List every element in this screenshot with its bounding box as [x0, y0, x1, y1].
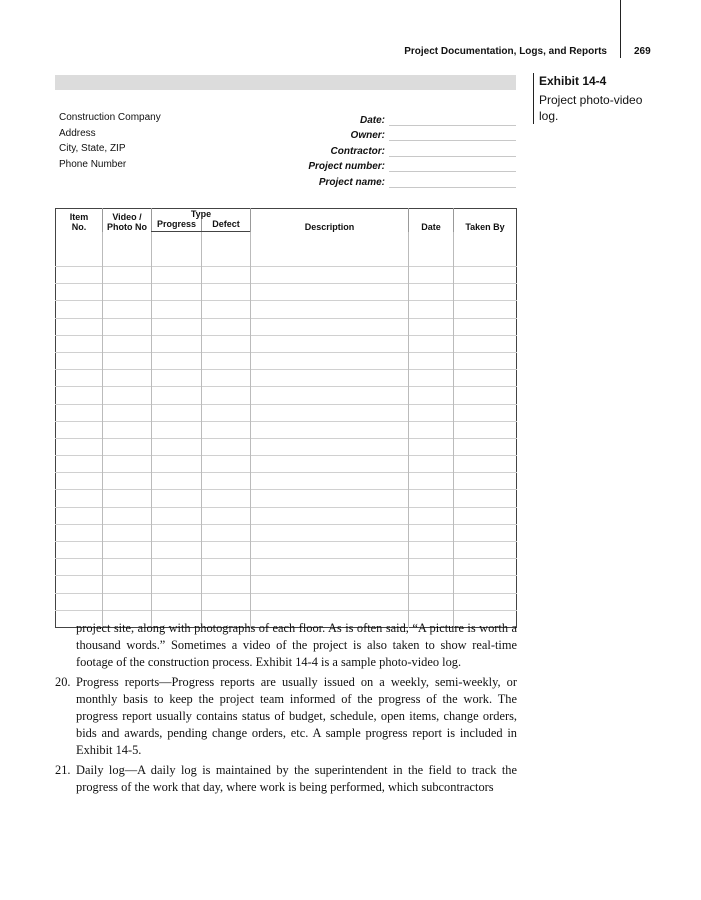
table-row	[56, 370, 517, 387]
table-row	[56, 404, 517, 421]
table-cell[interactable]	[152, 421, 202, 438]
type-header: Type	[152, 209, 251, 220]
table-cell[interactable]	[56, 370, 103, 387]
table-row	[56, 456, 517, 473]
table-cell[interactable]	[454, 542, 517, 559]
table-cell[interactable]	[103, 232, 152, 267]
table-cell[interactable]	[202, 559, 251, 576]
item-no-header: Item No.	[69, 211, 89, 232]
table-cell[interactable]	[56, 352, 103, 369]
owner-label: Owner:	[350, 130, 385, 141]
table-cell[interactable]	[56, 456, 103, 473]
table-cell[interactable]	[251, 456, 409, 473]
table-cell[interactable]	[152, 490, 202, 507]
table-cell[interactable]	[56, 267, 103, 284]
table-cell[interactable]	[152, 284, 202, 301]
table-cell[interactable]	[152, 352, 202, 369]
taken-by-header: Taken By	[454, 209, 517, 232]
date-label: Date:	[359, 114, 385, 126]
table-cell[interactable]	[409, 524, 454, 541]
defect-header: Defect	[202, 219, 251, 232]
company-name: Construction Company	[59, 112, 161, 123]
table-cell[interactable]	[103, 387, 152, 404]
company-phone: Phone Number	[59, 158, 127, 170]
table-cell[interactable]	[409, 456, 454, 473]
description-header: Description	[251, 209, 409, 232]
continuation-paragraph: project site, along with photographs of each floor. As is often said, “A picture is worth a thousand words.” Sometimes a video of the project is also taken to show real-time footage of the construction process. Exhibit 14-4 is a sample photo-video log.	[76, 621, 517, 670]
table-cell[interactable]	[202, 267, 251, 284]
company-city-state-zip: City, State, ZIP	[59, 143, 126, 154]
list-item	[55, 674, 517, 760]
table-cell[interactable]	[56, 559, 103, 576]
table-cell[interactable]	[56, 473, 103, 490]
table-row	[56, 507, 517, 524]
table-cell[interactable]	[202, 524, 251, 541]
table-cell[interactable]	[103, 352, 152, 369]
table-cell[interactable]	[103, 404, 152, 421]
table-cell[interactable]	[103, 301, 152, 318]
table-cell[interactable]	[251, 559, 409, 576]
table-row	[56, 576, 517, 593]
table-cell[interactable]	[103, 335, 152, 352]
table-cell[interactable]	[202, 473, 251, 490]
table-cell[interactable]	[152, 232, 202, 267]
table-cell[interactable]	[56, 524, 103, 541]
table-cell[interactable]	[251, 267, 409, 284]
table-row	[56, 284, 517, 301]
table-cell[interactable]	[454, 421, 517, 438]
table-row	[56, 473, 517, 490]
table-cell[interactable]	[202, 438, 251, 455]
table-cell[interactable]	[152, 542, 202, 559]
table-cell[interactable]	[409, 387, 454, 404]
table-cell[interactable]	[454, 370, 517, 387]
table-cell[interactable]	[152, 267, 202, 284]
table-cell[interactable]	[202, 542, 251, 559]
table-cell[interactable]	[103, 542, 152, 559]
table-cell[interactable]	[251, 593, 409, 610]
contractor-field[interactable]	[389, 144, 516, 157]
contractor-field-row	[280, 141, 516, 157]
table-cell[interactable]	[251, 232, 409, 267]
table-row	[56, 490, 517, 507]
table-cell[interactable]	[103, 370, 152, 387]
table-row	[56, 524, 517, 541]
table-cell[interactable]	[152, 593, 202, 610]
table-cell[interactable]	[251, 404, 409, 421]
project-name-label: Project name:	[318, 176, 385, 188]
table-row	[56, 232, 517, 267]
table-cell[interactable]	[56, 576, 103, 593]
table-cell[interactable]	[409, 473, 454, 490]
table-cell[interactable]	[56, 318, 103, 335]
date-header: Date	[409, 209, 454, 232]
table-cell[interactable]	[56, 507, 103, 524]
owner-field[interactable]	[389, 128, 516, 141]
table-cell[interactable]	[251, 301, 409, 318]
table-cell[interactable]	[454, 456, 517, 473]
table-cell[interactable]	[409, 232, 454, 267]
table-cell[interactable]	[202, 490, 251, 507]
table-cell[interactable]	[202, 421, 251, 438]
table-cell[interactable]	[56, 284, 103, 301]
table-cell[interactable]	[251, 387, 409, 404]
list-item-text: Daily log—A daily log is maintained by the superintendent in the field to track the progress of the work that day, where work is being performed, which subcontractors	[76, 762, 517, 794]
table-cell[interactable]	[56, 404, 103, 421]
table-cell[interactable]	[454, 404, 517, 421]
project-name-field-row	[280, 172, 516, 188]
table-cell[interactable]	[202, 576, 251, 593]
project-number-field-row	[280, 157, 516, 173]
table-cell[interactable]	[202, 507, 251, 524]
table-cell[interactable]	[152, 301, 202, 318]
table-cell[interactable]	[152, 524, 202, 541]
table-cell[interactable]	[409, 284, 454, 301]
table-cell[interactable]	[409, 542, 454, 559]
table-cell[interactable]	[56, 421, 103, 438]
table-cell[interactable]	[251, 318, 409, 335]
contractor-label: Contractor:	[330, 145, 385, 157]
table-cell[interactable]	[454, 232, 517, 267]
table-row	[56, 593, 517, 610]
table-row	[56, 542, 517, 559]
table-cell[interactable]	[202, 232, 251, 267]
table-cell[interactable]	[454, 559, 517, 576]
project-number-label: Project number:	[308, 161, 385, 172]
table-row	[56, 421, 517, 438]
exhibit-description: Project photo-video log.	[539, 93, 643, 123]
table-cell[interactable]	[202, 284, 251, 301]
list-item-number: 21.	[55, 762, 71, 777]
form-fields	[280, 110, 516, 188]
table-cell[interactable]	[454, 284, 517, 301]
table-cell[interactable]	[56, 335, 103, 352]
table-cell[interactable]	[251, 284, 409, 301]
date-field-row	[280, 110, 516, 126]
table-cell[interactable]	[251, 507, 409, 524]
table-cell[interactable]	[202, 370, 251, 387]
table-cell[interactable]	[103, 284, 152, 301]
owner-field-row	[280, 126, 516, 142]
table-cell[interactable]	[103, 456, 152, 473]
table-header-row	[56, 209, 517, 220]
list-item-text: Progress reports—Progress reports are usually issued on a weekly, semi-weekly, or monthly basis to keep the project team informed of the progress of the work. The progress report usually contains status of budget, schedule, open items, change orders, bids and awards, pending change orders, etc. A sample progress report is included in Exhibit 14-5.	[76, 674, 517, 758]
table-row	[56, 267, 517, 284]
form-title-bar	[55, 75, 516, 90]
table-row	[56, 438, 517, 455]
table-cell[interactable]	[409, 318, 454, 335]
table-cell[interactable]	[56, 232, 103, 267]
table-cell[interactable]	[409, 370, 454, 387]
project-name-field[interactable]	[389, 175, 516, 188]
running-header-title: Project Documentation, Logs, and Reports	[404, 46, 607, 57]
table-cell[interactable]	[251, 576, 409, 593]
table-cell[interactable]	[152, 387, 202, 404]
table-cell[interactable]	[454, 507, 517, 524]
table-cell[interactable]	[454, 267, 517, 284]
table-cell[interactable]	[409, 267, 454, 284]
table-cell[interactable]	[202, 318, 251, 335]
table-cell[interactable]	[454, 318, 517, 335]
table-cell[interactable]	[409, 593, 454, 610]
table-cell[interactable]	[103, 593, 152, 610]
table-cell[interactable]	[454, 335, 517, 352]
company-info-block	[59, 110, 161, 172]
table-cell[interactable]	[152, 438, 202, 455]
table-cell[interactable]	[56, 438, 103, 455]
table-cell[interactable]	[251, 370, 409, 387]
date-field[interactable]	[389, 113, 516, 126]
table-cell[interactable]	[202, 593, 251, 610]
table-cell[interactable]	[454, 301, 517, 318]
table-cell[interactable]	[103, 524, 152, 541]
table-cell[interactable]	[103, 490, 152, 507]
table-cell[interactable]	[454, 524, 517, 541]
table-cell[interactable]	[454, 352, 517, 369]
table-cell[interactable]	[103, 318, 152, 335]
table-cell[interactable]	[251, 421, 409, 438]
table-cell[interactable]	[56, 301, 103, 318]
table-cell[interactable]	[409, 421, 454, 438]
table-cell[interactable]	[152, 507, 202, 524]
log-table-body	[56, 232, 517, 628]
table-cell[interactable]	[409, 404, 454, 421]
table-cell[interactable]	[103, 473, 152, 490]
table-cell[interactable]	[409, 335, 454, 352]
table-cell[interactable]	[409, 559, 454, 576]
list-item	[55, 762, 517, 796]
table-cell[interactable]	[202, 404, 251, 421]
table-row	[56, 301, 517, 318]
table-cell[interactable]	[251, 352, 409, 369]
table-cell[interactable]	[409, 301, 454, 318]
table-cell[interactable]	[56, 490, 103, 507]
table-cell[interactable]	[202, 387, 251, 404]
table-row	[56, 559, 517, 576]
table-cell[interactable]	[152, 473, 202, 490]
page-number: 269	[634, 46, 651, 57]
progress-header: Progress	[152, 219, 202, 232]
table-cell[interactable]	[251, 490, 409, 507]
table-cell[interactable]	[454, 387, 517, 404]
table-cell[interactable]	[103, 267, 152, 284]
table-cell[interactable]	[251, 335, 409, 352]
table-row	[56, 352, 517, 369]
table-cell[interactable]	[202, 301, 251, 318]
table-cell[interactable]	[251, 473, 409, 490]
list-item-number: 20.	[55, 674, 71, 689]
table-cell[interactable]	[251, 542, 409, 559]
table-cell[interactable]	[56, 593, 103, 610]
table-cell[interactable]	[152, 370, 202, 387]
body-text	[55, 620, 517, 796]
table-cell[interactable]	[202, 456, 251, 473]
table-cell[interactable]	[152, 318, 202, 335]
table-cell[interactable]	[454, 438, 517, 455]
company-address: Address	[59, 127, 96, 139]
table-cell[interactable]	[454, 576, 517, 593]
table-cell[interactable]	[56, 387, 103, 404]
table-cell[interactable]	[202, 352, 251, 369]
table-row	[56, 387, 517, 404]
table-cell[interactable]	[454, 490, 517, 507]
header-divider	[620, 0, 621, 58]
table-cell[interactable]	[251, 524, 409, 541]
table-cell[interactable]	[152, 404, 202, 421]
table-row	[56, 335, 517, 352]
table-cell[interactable]	[409, 576, 454, 593]
table-cell[interactable]	[103, 576, 152, 593]
table-cell[interactable]	[454, 593, 517, 610]
exhibit-caption	[533, 73, 649, 124]
table-cell[interactable]	[103, 438, 152, 455]
table-cell[interactable]	[454, 473, 517, 490]
table-cell[interactable]	[152, 456, 202, 473]
table-cell[interactable]	[152, 559, 202, 576]
table-cell[interactable]	[103, 421, 152, 438]
project-number-field[interactable]	[389, 159, 516, 172]
table-cell[interactable]	[409, 507, 454, 524]
table-cell[interactable]	[103, 559, 152, 576]
table-cell[interactable]	[202, 335, 251, 352]
table-cell[interactable]	[251, 438, 409, 455]
table-row	[56, 318, 517, 335]
table-cell[interactable]	[409, 490, 454, 507]
table-cell[interactable]	[56, 542, 103, 559]
table-cell[interactable]	[152, 335, 202, 352]
table-cell[interactable]	[409, 438, 454, 455]
photo-video-log-table	[55, 208, 517, 628]
table-cell[interactable]	[103, 507, 152, 524]
table-cell[interactable]	[409, 352, 454, 369]
video-photo-no-header: Video / Photo No	[103, 209, 152, 232]
table-cell[interactable]	[152, 576, 202, 593]
exhibit-number: Exhibit 14-4	[539, 74, 607, 88]
